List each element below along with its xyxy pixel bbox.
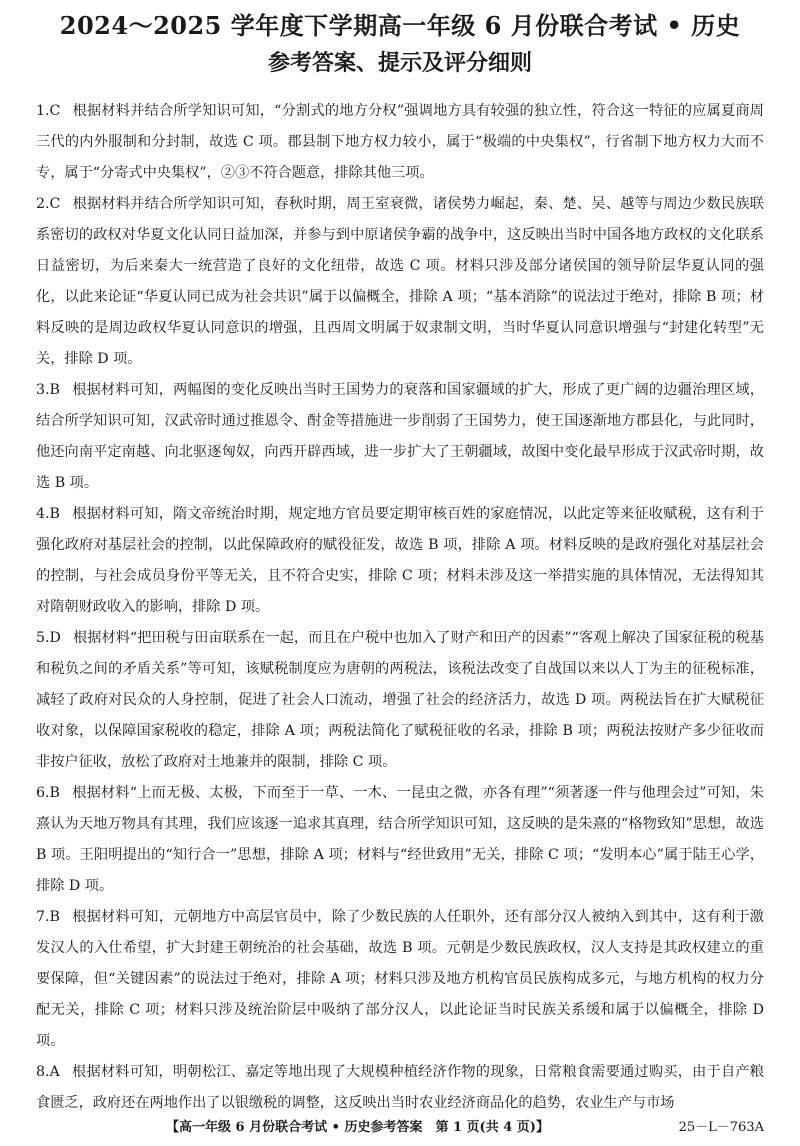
explanation-text: 根据材料并结合所学知识可知，“分割式的地方分权”强调地方具有较强的独立性，符合这一特征的应属夏商周三代的内外服制和分封制，故选 C 项。郡县制下地方权力较小，属于“极端的中央集权”，行省制下地方权力大而不专，属于“分寄式中央集权”，②③不符合题意，排除其他三项。 (36, 103, 764, 181)
answer-item-4 (36, 499, 764, 623)
footer-label: 【高一年级 6 月份联合考试 • 历史参考答案 第 1 页(共 4 页)】 (166, 1120, 549, 1135)
document-subtitle: 参考答案、提示及评分细则 (267, 50, 532, 76)
explanation-text: 根据材料可知，两幅图的变化反映出当时王国势力的衰落和国家疆域的扩大，形成了更广阔的边疆治理区域，结合所学知识可知，汉武帝时通过推恩令、酎金等措施进一步削弱了王国势力，使王国逐渐地方郡县化，与此同时，他还向南平定南越、向北驱逐匈奴，向西开辟西域，进一步扩大了王朝疆域，故图中变化最早形成于汉武帝时期，故选 B 项。 (36, 382, 764, 491)
answer-letter: C (49, 103, 61, 119)
answer-item-2 (36, 189, 764, 375)
explanation-text: 根据材料可知，隋文帝统治时期，规定地方官员要定期审核百姓的家庭情况，以此定等来征收赋税，这有利于强化政府对基层社会的控制，以此保障政府的赋役征发，故选 B 项，排除 A 项。材料反映的是政府强化对基层社会的控制，与社会成员身份平等无关，且不符合史实，排除 C 项；材料未涉及这一举措实施的具体情况，无法得知其对隋朝财政收入的影响，排除 D 项。 (36, 506, 764, 615)
answer-item-8 (36, 1057, 764, 1119)
answer-item-5 (36, 623, 764, 778)
answer-item-1 (36, 96, 764, 189)
answer-item-3 (36, 375, 764, 499)
question-number: 6. (36, 785, 50, 801)
question-number: 8. (36, 1064, 50, 1080)
explanation-text: 根据材料可知，明朝松江、嘉定等地出现了大规模种植经济作物的现象，日常粮食需要通过购买，由于自产粮食匮乏，政府还在两地作出了以银缴税的调整，这反映出当时农业经济商品化的趋势，农业生产与市场 (36, 1064, 764, 1111)
answer-letter: A (49, 1064, 60, 1080)
answer-item-7 (36, 902, 764, 1057)
answer-letter: B (49, 785, 60, 801)
question-number: 1. (36, 103, 50, 119)
answer-letter: C (49, 196, 61, 212)
answer-letter: B (49, 506, 60, 522)
page-footer (36, 1118, 764, 1138)
explanation-text: 根据材料“上而无极、太极，下而至于一草、一木、一昆虫之微，亦各有理”“须著逐一件与他理会过”可知，朱熹认为天地万物具有其理，我们应该逐一追求其真理，结合所学知识可知，这反映的是朱熹的“格物致知”思想，故选 B 项。王阳明提出的“知行合一”思想，排除 A 项；材料与“经世致用”无关，排除 C 项；“发明本心”属于陆王心学，排除 D 项。 (36, 785, 764, 894)
document-code: 25－L－763A (678, 1120, 764, 1135)
answer-sheet-page (0, 10, 800, 1146)
question-number: 3. (36, 382, 50, 398)
answer-letter: B (49, 909, 60, 925)
answer-letter: B (49, 382, 60, 398)
question-number: 5. (36, 630, 50, 646)
question-number: 2. (36, 196, 50, 212)
document-title: 2024～2025 学年度下学期高一年级 6 月份联合考试 • 历史 (59, 11, 741, 40)
question-number: 7. (36, 909, 50, 925)
explanation-text: 根据材料并结合所学知识可知，春秋时期，周王室衰微，诸侯势力崛起，秦、楚、吴、越等与周边少数民族联系密切的政权对华夏文化认同日益加深，并参与到中原诸侯争霸的战争中，这反映出当时中国各地方政权的文化联系日益密切，为后来秦大一统营造了良好的文化纽带，故选 C 项。材料只涉及部分诸侯国的领导阶层华夏认同的强化，以此来论证“华夏认同已成为社会共识”属于以偏概全，排除 A 项；“基本消除”的说法过于绝对，排除 B 项；材料反映的是周边政权华夏认同意识的增强，且西周文明属于奴隶制文明，当时华夏认同意识增强与“封建化转型”无关，排除 D 项。 (36, 196, 764, 367)
answer-item-6 (36, 778, 764, 902)
answer-letter: D (49, 630, 61, 646)
explanation-text: 根据材料“把田税与田亩联系在一起，而且在户税中也加入了财产和田产的因素”“客观上解决了国家征税的税基和税负之间的矛盾关系”等可知，该赋税制度应为唐朝的两税法，该税法改变了自战国以来以人丁为主的征税标准，减轻了政府对民众的人身控制，促进了社会人口流动，增强了社会的经济活力，故选 D 项。两税法旨在扩大赋税征收对象，以保障国家税收的稳定，排除 A 项；两税法简化了赋税征收的名录，排除 B 项；两税法按财产多少征收而非按户征收，放松了政府对土地兼并的限制，排除 C 项。 (36, 630, 764, 770)
question-number: 4. (36, 506, 50, 522)
explanation-text: 根据材料可知，元朝地方中高层官员中，除了少数民族的人任职外，还有部分汉人被纳入到其中，这有利于激发汉人的入仕希望，扩大封建王朝统治的社会基础，故选 B 项。元朝是少数民族政权，汉人支持是其政权建立的重要保障，但“关键因素”的说法过于绝对，排除 A 项；材料只涉及地方机构官员民族构成多元，与地方机构的权力分配无关，排除 C 项；材料只涉及统治阶层中吸纳了部分汉人，以此论证当时民族关系缓和属于以偏概全，排除 D 项。 (36, 909, 764, 1049)
answer-list (36, 96, 764, 1119)
